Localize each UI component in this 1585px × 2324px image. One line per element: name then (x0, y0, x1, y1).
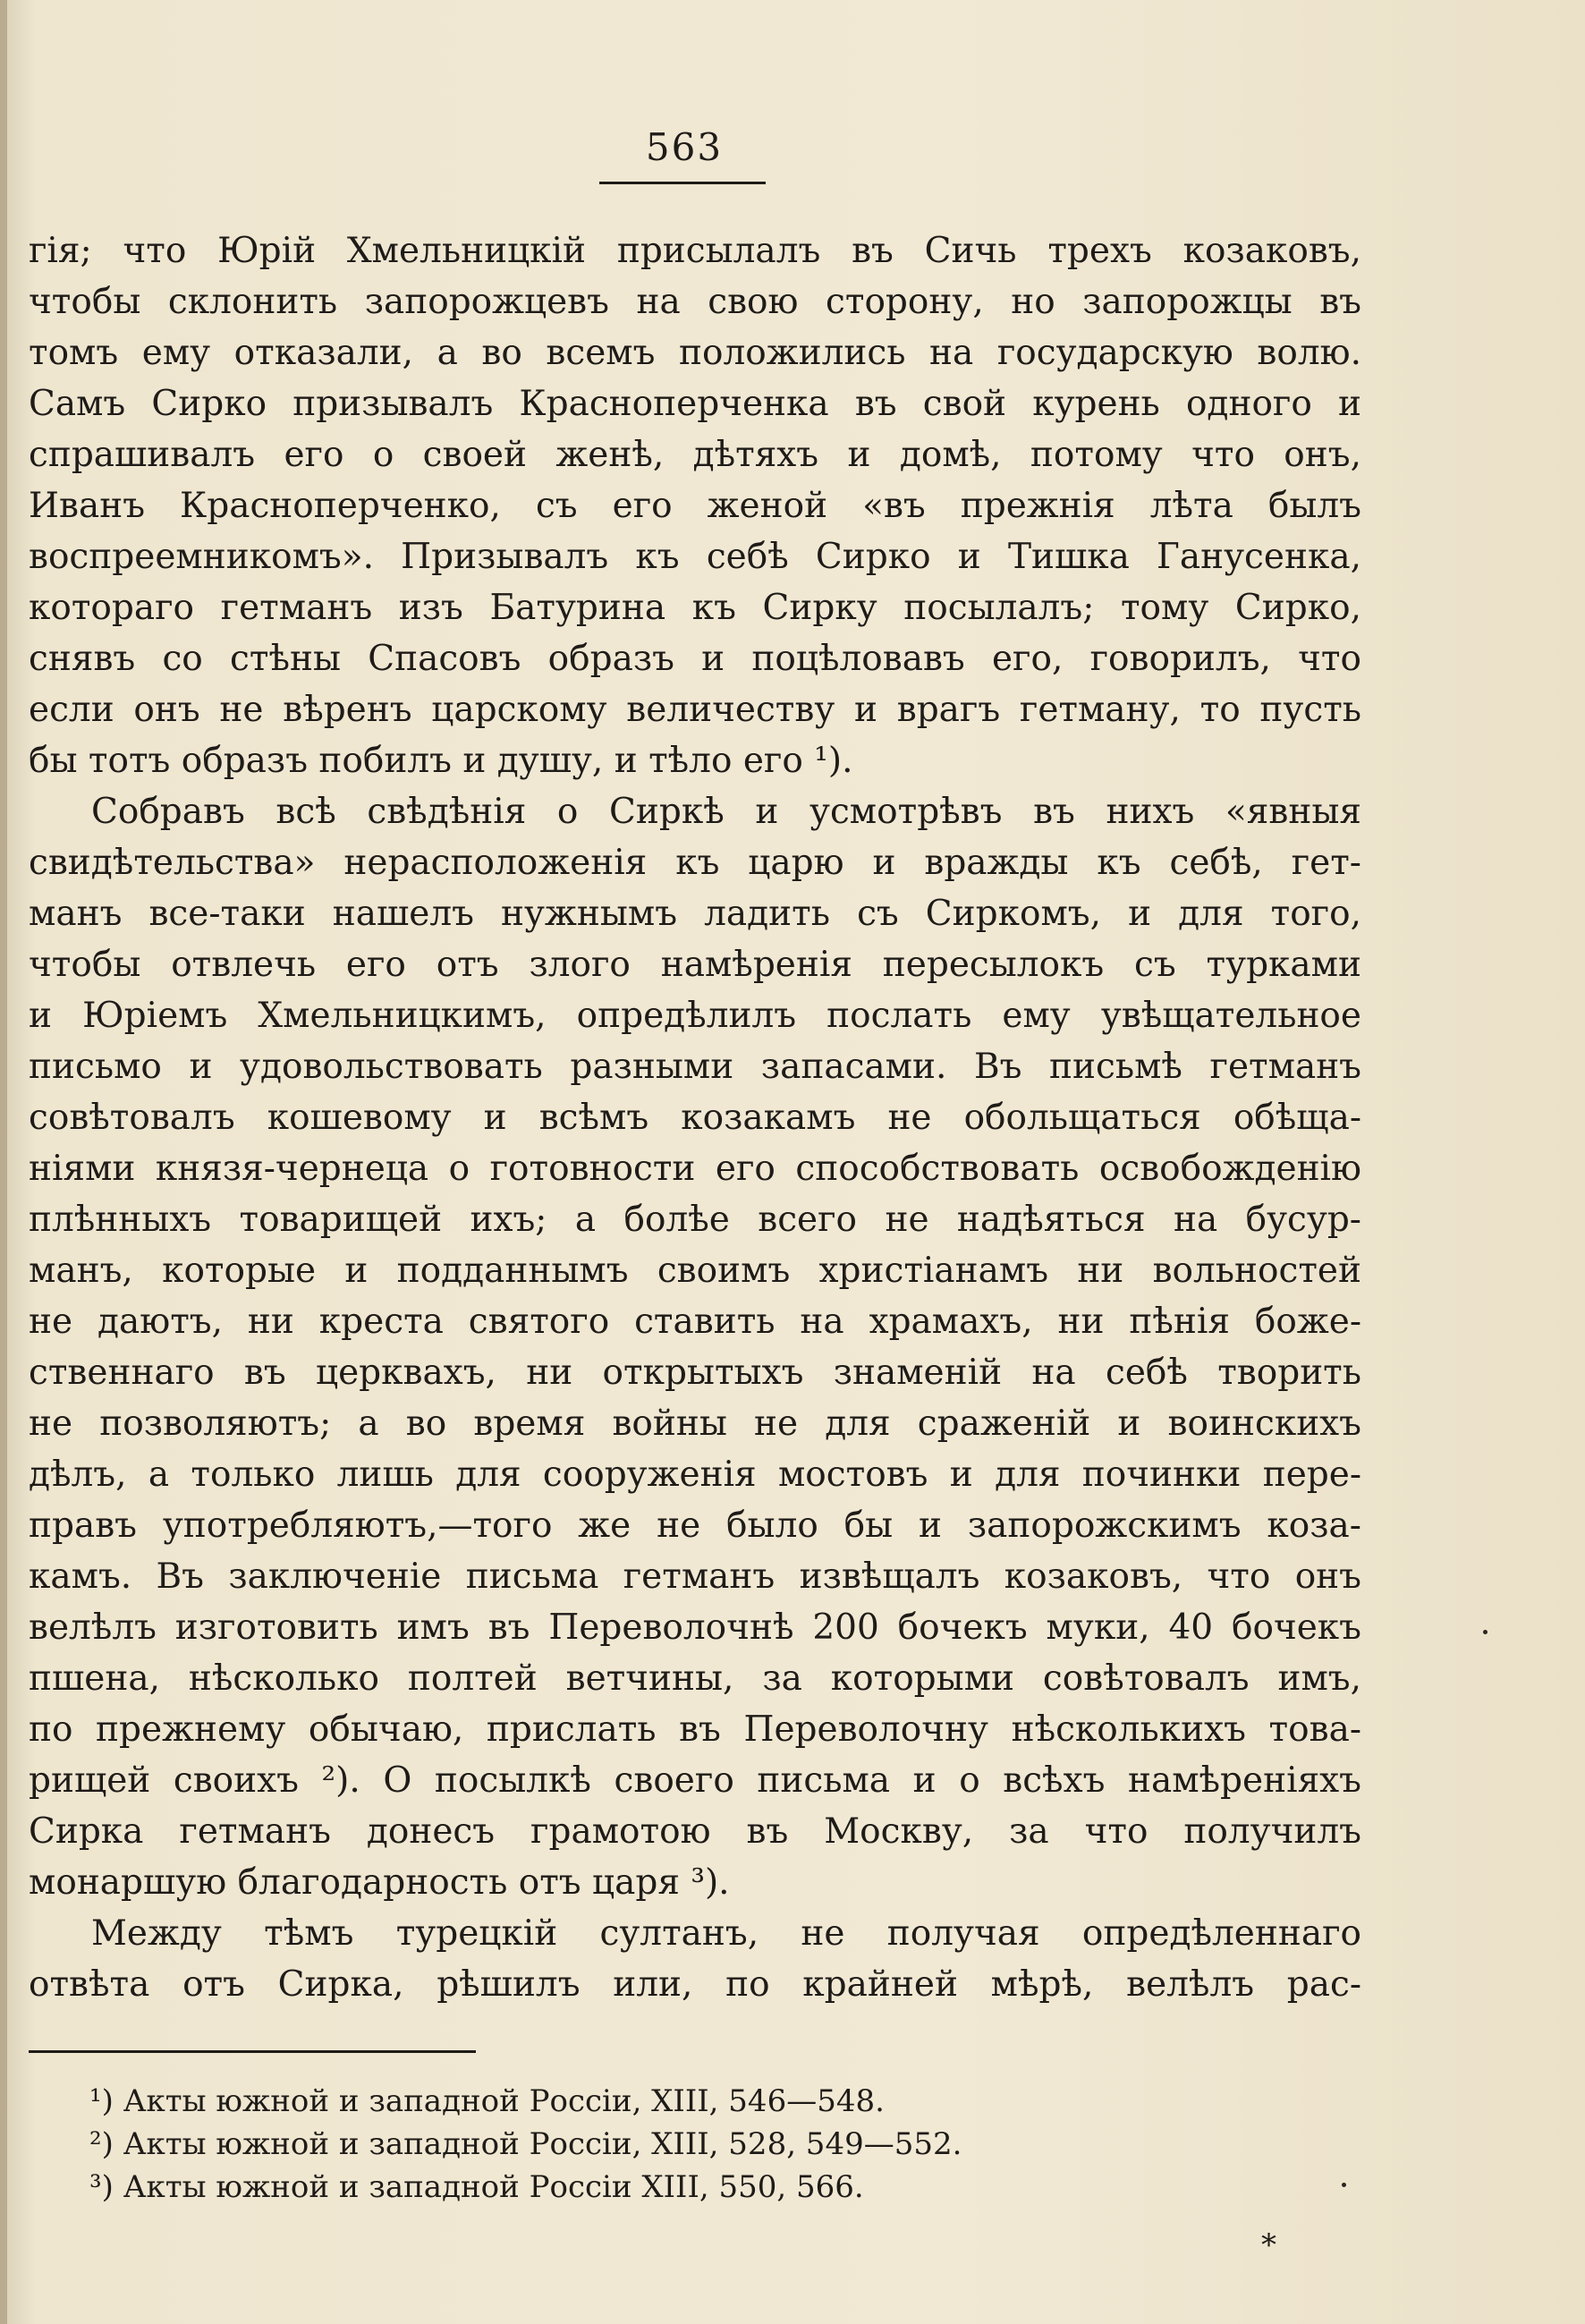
text-line: воспреемникомъ». Призывалъ къ себѣ Сирко и Тишка Ганусенка, (29, 537, 1361, 577)
text-line: Иванъ Красноперченко, съ его женой «въ прежнія лѣта былъ (29, 486, 1361, 526)
text-line: дѣлъ, а только лишь для сооруженія мостовъ и для починки пере- (29, 1455, 1361, 1495)
text-line: ніями князя-чернеца о готовности его способствовать освобожденію (29, 1149, 1361, 1189)
page-number: 563 (645, 125, 724, 169)
text-line: Самъ Сирко призывалъ Красноперченка въ свой курень одного и (29, 384, 1361, 424)
text-line: отвѣта отъ Сирка, рѣшилъ или, по крайней мѣрѣ, велѣлъ рас- (29, 1964, 1361, 2005)
text-line: не позволяютъ; а во время войны не для сраженій и воинскихъ (29, 1404, 1361, 1444)
text-line: манъ, которые и подданнымъ своимъ христіанамъ ни вольностей (29, 1251, 1361, 1291)
footnote-rule (29, 2050, 476, 2053)
text-line: котораго гетманъ изъ Батурина къ Сирку посылалъ; тому Сирко, (29, 588, 1361, 628)
text-line: велѣлъ изготовить имъ въ Переволочнѣ 200 бочекъ муки, 40 бочекъ (29, 1607, 1361, 1648)
footnote-2: ²) Акты южной и западной Россіи, XIII, 528, 549—552. (89, 2126, 962, 2162)
text-line: гія; что Юрій Хмельницкій присылалъ въ Сичь трехъ козаковъ, (29, 231, 1361, 271)
text-line: рищей своихъ ²). О посылкѣ своего письма и о всѣхъ намѣреніяхъ (29, 1760, 1361, 1801)
text-line: снявъ со стѣны Спасовъ образъ и поцѣловавъ его, говорилъ, что (29, 639, 1361, 679)
text-line: по прежнему обычаю, прислать въ Переволочну нѣсколькихъ това- (29, 1709, 1361, 1750)
text-line: монаршую благодарность отъ царя ³). (29, 1862, 730, 1903)
text-line: правъ употребляютъ,—того же не было бы и запорожскимъ коза- (29, 1506, 1361, 1546)
speck-mark (1342, 2183, 1346, 2187)
asterisk-mark: * (1261, 2227, 1276, 2263)
text-line: чтобы склонить запорожцевъ на свою сторону, но запорожцы въ (29, 282, 1361, 322)
footnote-3: ³) Акты южной и западной Россіи XIII, 550, 566. (89, 2169, 864, 2205)
text-line: не даютъ, ни креста святого ставить на храмахъ, ни пѣнія боже- (29, 1302, 1361, 1342)
footnotes (89, 2080, 1163, 2209)
text-line: Сирка гетманъ донесъ грамотою въ Москву, за что получилъ (29, 1811, 1361, 1852)
text-line: чтобы отвлечь его отъ злого намѣренія пересылокъ съ турками (29, 945, 1361, 985)
text-line: плѣнныхъ товарищей ихъ; а болѣе всего не надѣяться на бусур- (29, 1200, 1361, 1240)
text-line: свидѣтельства» нерасположенія къ царю и вражды къ себѣ, гет- (29, 843, 1361, 883)
text-line: томъ ему отказали, а во всемъ положились на государскую волю. (29, 333, 1361, 373)
text-line: совѣтовалъ кошевому и всѣмъ козакамъ не обольщаться обѣща- (29, 1098, 1361, 1138)
text-line: письмо и удовольствовать разными запасами. Въ письмѣ гетманъ (29, 1047, 1361, 1087)
footnote-1: ¹) Акты южной и западной Россіи, XIII, 546—548. (89, 2083, 885, 2119)
body-text (29, 225, 1361, 2010)
text-line: Между тѣмъ турецкій султанъ, не получая опредѣленнаго (91, 1913, 1361, 1954)
text-line: пшена, нѣсколько полтей ветчины, за которыми совѣтовалъ имъ, (29, 1658, 1361, 1699)
speck-mark (1483, 1630, 1488, 1634)
text-line: и Юріемъ Хмельницкимъ, опредѣлилъ послать ему увѣщательное (29, 996, 1361, 1036)
text-line: манъ все-таки нашелъ нужнымъ ладить съ Сиркомъ, и для того, (29, 894, 1361, 934)
text-line: ственнаго въ церквахъ, ни открытыхъ знаменій на себѣ творить (29, 1353, 1361, 1393)
text-line: спрашивалъ его о своей женѣ, дѣтяхъ и домѣ, потому что онъ, (29, 435, 1361, 475)
page-number-rule (599, 182, 766, 184)
text-line: бы тотъ образъ побилъ и душу, и тѣло его ¹). (29, 741, 853, 781)
text-line: камъ. Въ заключеніе письма гетманъ извѣщалъ козаковъ, что онъ (29, 1556, 1361, 1597)
text-line: если онъ не вѣренъ царскому величеству и врагъ гетману, то пусть (29, 690, 1361, 730)
text-line: Собравъ всѣ свѣдѣнія о Сиркѣ и усмотрѣвъ въ нихъ «явныя (91, 792, 1361, 832)
page-binding-edge (0, 0, 7, 2324)
